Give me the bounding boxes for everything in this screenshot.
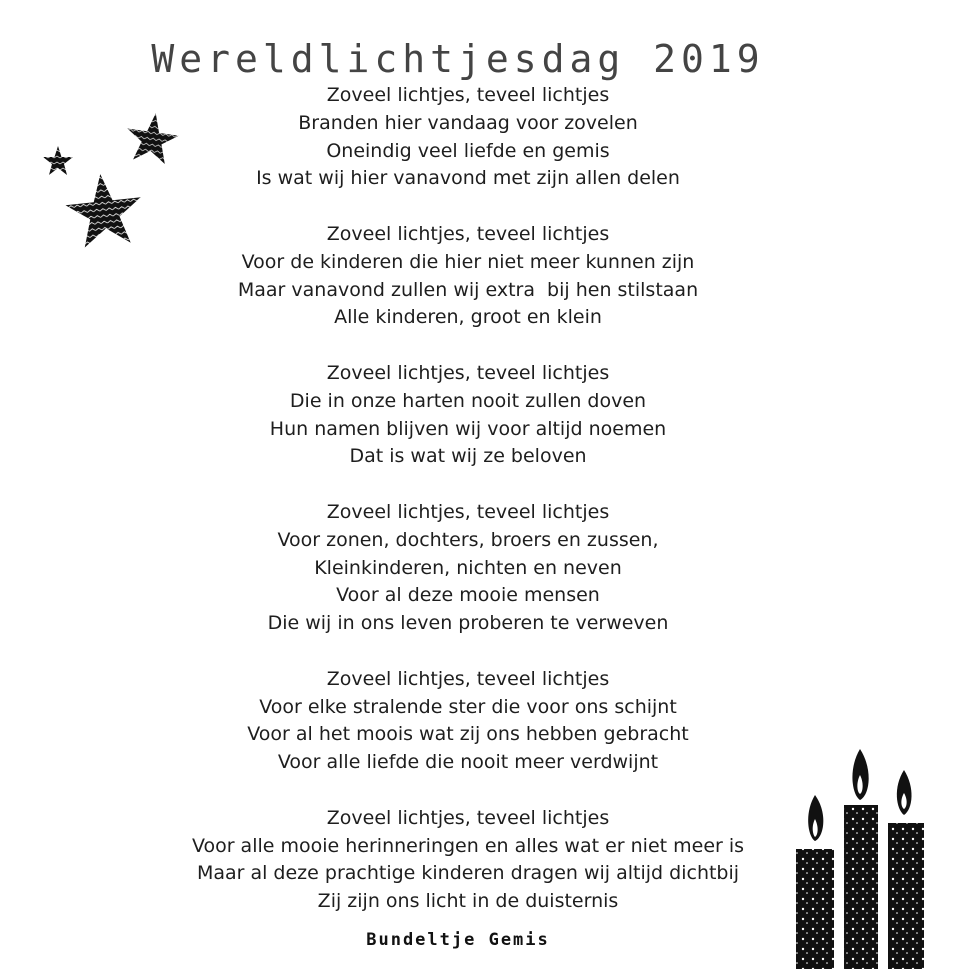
poem-line: Zoveel lichtjes, teveel lichtjes (326, 667, 610, 690)
poem-line: Voor alle mooie herinneringen en alles wat er niet meer is (191, 834, 745, 857)
candle-icon (844, 749, 878, 969)
stanza (0, 499, 936, 638)
poem-line: Zoveel lichtjes, teveel lichtjes (326, 222, 610, 245)
poem-line: Kleinkinderen, nichten en neven (314, 556, 622, 579)
poem-line: Voor de kinderen die hier niet meer kunnen zijn (241, 250, 695, 273)
poem-line: Branden hier vandaag voor zovelen (298, 111, 638, 134)
poem-line: Zoveel lichtjes, teveel lichtjes (326, 361, 610, 384)
signature: Bundeltje Gemis (366, 930, 550, 950)
poem-line: Dat is wat wij ze beloven (349, 445, 587, 468)
poem-line: Voor al deze mooie mensen (336, 584, 600, 607)
poem-line: Zoveel lichtjes, teveel lichtjes (326, 84, 610, 106)
poem-line: Is wat wij hier vanavond met zijn allen delen (256, 167, 680, 190)
page-title: Wereldlichtjesdag 2019 (151, 37, 765, 82)
candles-decoration (790, 745, 930, 969)
poem-line: Zoveel lichtjes, teveel lichtjes (326, 500, 610, 523)
poem-line: Voor elke stralende ster die voor ons schijnt (259, 695, 677, 718)
poem-line: Voor alle liefde die nooit meer verdwijnt (277, 751, 659, 774)
stanza (0, 221, 936, 332)
poem-line: Voor zonen, dochters, broers en zussen, (277, 528, 659, 551)
poem-line: Maar vanavond zullen wij extra bij hen stilstaan (237, 278, 699, 301)
poem-line: Die wij in ons leven proberen te verweven (267, 612, 669, 635)
poem-line: Zij zijn ons licht in de duisternis (317, 890, 619, 913)
poem-line: Oneindig veel liefde en gemis (326, 139, 610, 162)
candle-icon (888, 770, 924, 969)
stanza (0, 360, 936, 471)
poem-line: Voor al het moois wat zij ons hebben gebracht (247, 723, 689, 746)
poem-line: Zoveel lichtjes, teveel lichtjes (326, 806, 610, 829)
poem-line: Maar al deze prachtige kinderen dragen wij altijd dichtbij (196, 862, 740, 885)
poem-line: Alle kinderen, groot en klein (334, 306, 602, 329)
candle-icon (796, 795, 834, 969)
poem-line: Hun namen blijven wij voor altijd noemen (269, 417, 667, 440)
stanza (0, 82, 936, 193)
poem-line: Die in onze harten nooit zullen doven (289, 389, 647, 412)
